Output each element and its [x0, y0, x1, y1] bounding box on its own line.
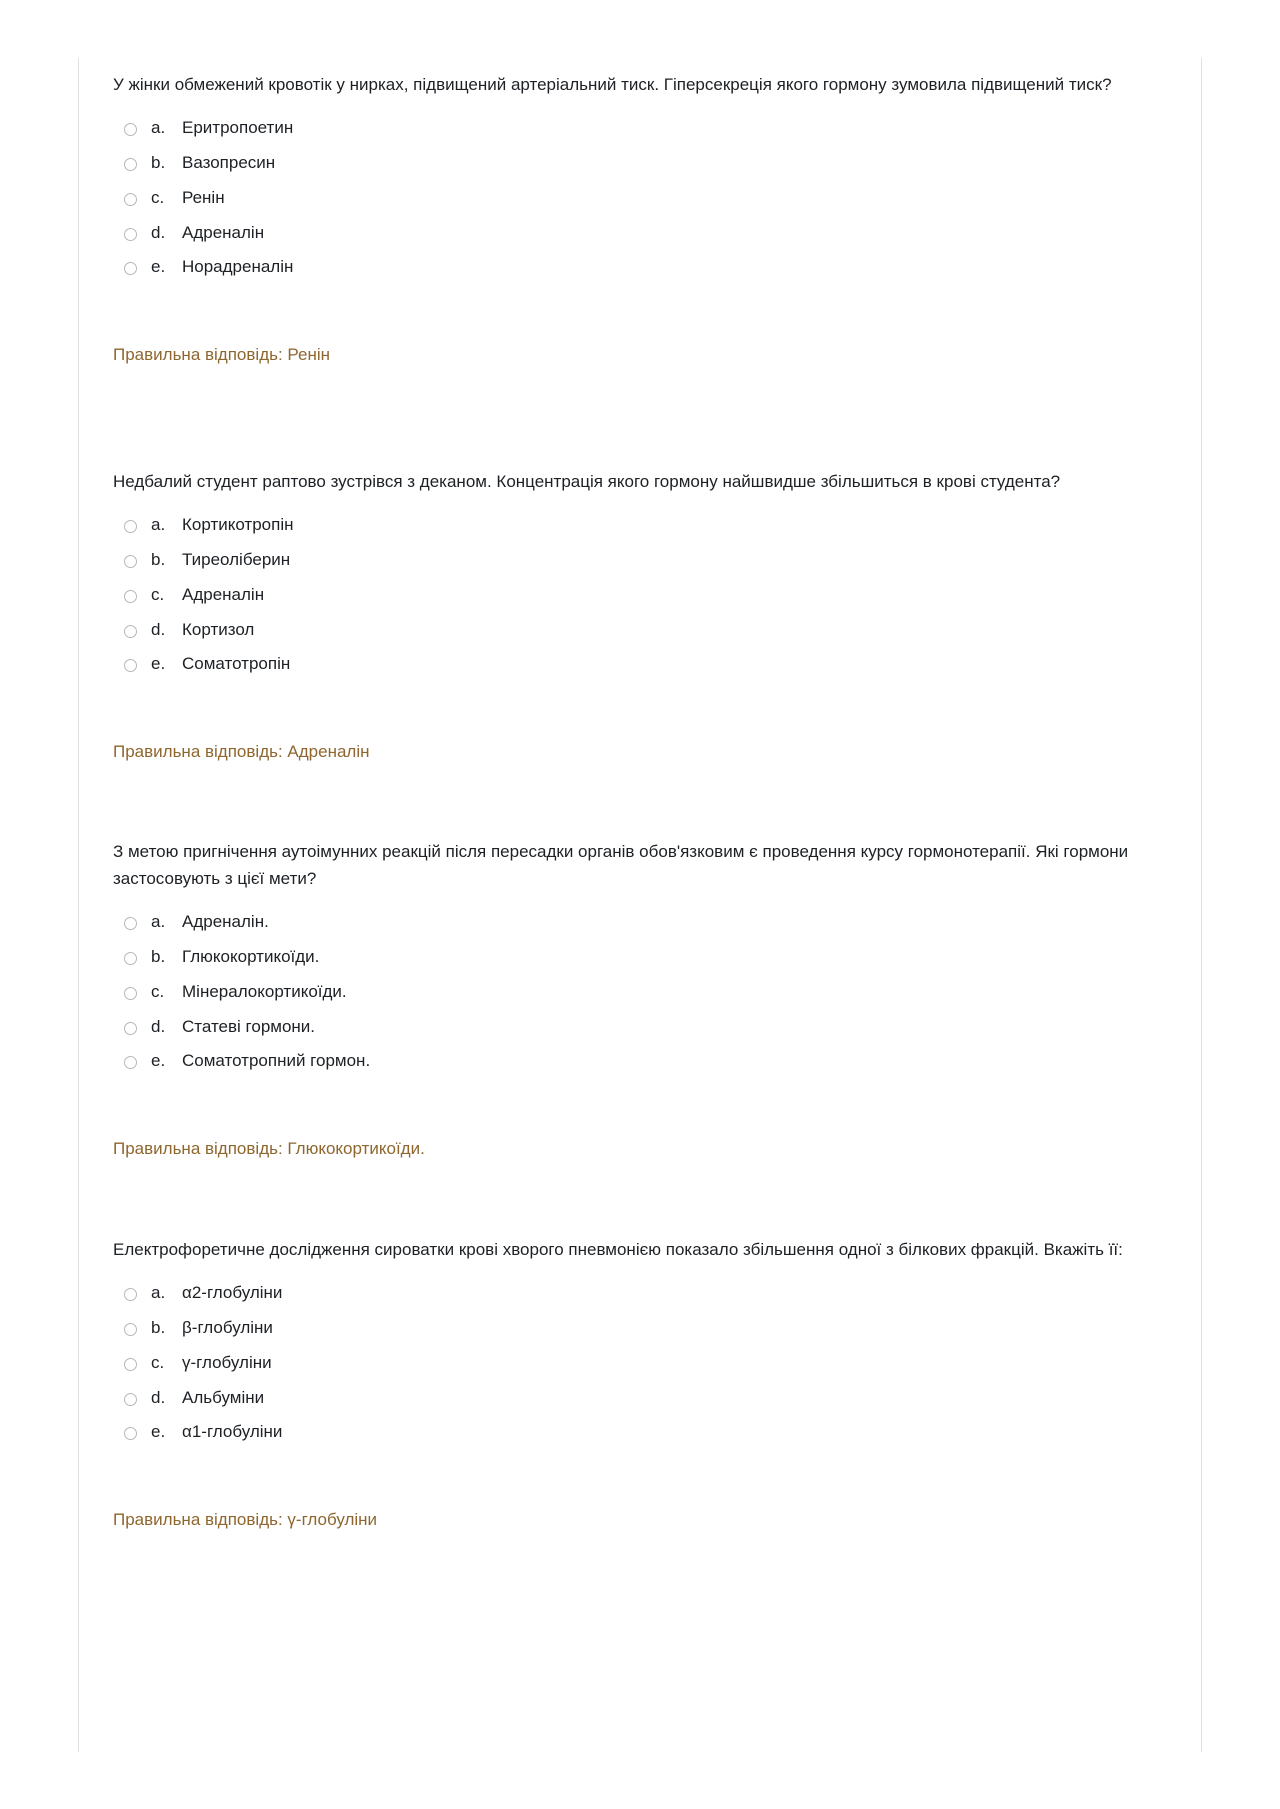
- radio-button[interactable]: [124, 1288, 137, 1301]
- answer-letter: d.: [151, 1387, 166, 1407]
- radio-button[interactable]: [124, 1358, 137, 1371]
- answer-option-b[interactable]: [113, 1311, 1173, 1346]
- radio-button[interactable]: [124, 262, 137, 275]
- answer-option-e[interactable]: [113, 250, 1173, 285]
- answer-letter: e.: [151, 1051, 166, 1071]
- correct-answer: Правильна відповідь: Ренін: [113, 344, 331, 364]
- answer-list: [113, 508, 1173, 682]
- answer-text: α2-глобуліни: [182, 1283, 283, 1303]
- answer-option-a[interactable]: [113, 905, 1173, 940]
- correct-answer: Правильна відповідь: γ-глобуліни: [113, 1509, 378, 1529]
- answer-text: Ренін: [182, 187, 225, 207]
- content-border-left: [78, 58, 79, 1752]
- question-2: [113, 468, 1173, 762]
- answer-option-b[interactable]: [113, 940, 1173, 975]
- answer-letter: c.: [151, 1352, 165, 1372]
- answer-letter: c.: [151, 981, 165, 1001]
- correct-answer: Правильна відповідь: Глюкокортикоїди.: [113, 1138, 425, 1158]
- radio-button[interactable]: [124, 917, 137, 930]
- answer-option-c[interactable]: [113, 1346, 1173, 1381]
- radio-button[interactable]: [124, 555, 137, 568]
- answer-letter: a.: [151, 118, 166, 138]
- answer-text: Тиреоліберин: [182, 550, 291, 570]
- answer-text: Адреналін: [182, 584, 265, 604]
- radio-button[interactable]: [124, 1323, 137, 1336]
- radio-button[interactable]: [124, 952, 137, 965]
- answer-option-e[interactable]: [113, 1044, 1173, 1079]
- answer-text: Норадреналін: [182, 257, 294, 277]
- radio-button[interactable]: [124, 193, 137, 206]
- radio-button[interactable]: [124, 228, 137, 241]
- answer-option-d[interactable]: [113, 1380, 1173, 1415]
- answer-text: Мінералокортикоїди.: [182, 981, 347, 1001]
- answer-text: Кортизол: [182, 619, 255, 639]
- answer-letter: e.: [151, 1422, 166, 1442]
- answer-option-d[interactable]: [113, 1009, 1173, 1044]
- answer-letter: b.: [151, 1318, 166, 1338]
- answer-option-a[interactable]: [113, 111, 1173, 146]
- radio-button[interactable]: [124, 1022, 137, 1035]
- answer-text: Альбуміни: [182, 1387, 265, 1407]
- answer-option-d[interactable]: [113, 612, 1173, 647]
- question-4: [113, 1236, 1173, 1530]
- answer-list: [113, 905, 1173, 1079]
- answer-text: α1-глобуліни: [182, 1422, 283, 1442]
- radio-button[interactable]: [124, 1427, 137, 1440]
- radio-button[interactable]: [124, 520, 137, 533]
- radio-button[interactable]: [124, 659, 137, 672]
- answer-text: Вазопресин: [182, 153, 276, 173]
- radio-button[interactable]: [124, 987, 137, 1000]
- question-1: [113, 71, 1173, 365]
- radio-button[interactable]: [124, 1056, 137, 1069]
- answer-option-d[interactable]: [113, 215, 1173, 250]
- question-text: Недбалий студент раптово зустрівся з деканом. Концентрація якого гормону найшвидше збільшиться в крові студента?: [113, 472, 1061, 491]
- answer-letter: c.: [151, 584, 165, 604]
- answer-option-e[interactable]: [113, 1415, 1173, 1450]
- answer-text: Еритропоетин: [182, 118, 294, 138]
- radio-button[interactable]: [124, 1393, 137, 1406]
- answer-letter: c.: [151, 187, 165, 207]
- answer-text: Глюкокортикоїди.: [182, 947, 320, 967]
- answer-text: Соматотропін: [182, 654, 291, 674]
- answer-list: [113, 1276, 1173, 1450]
- answer-text: γ-глобуліни: [182, 1352, 272, 1372]
- question-text: З метою пригнічення аутоімунних реакцій після пересадки органів обов'язковим є проведення курсу гормонотерапії. Які гормони застосовують з цієї мети?: [113, 842, 1129, 888]
- radio-button[interactable]: [124, 590, 137, 603]
- answer-letter: a.: [151, 1283, 166, 1303]
- answer-option-c[interactable]: [113, 975, 1173, 1010]
- content-border-right: [1201, 58, 1202, 1752]
- answer-letter: d.: [151, 1016, 166, 1036]
- answer-text: Соматотропний гормон.: [182, 1051, 371, 1071]
- answer-letter: b.: [151, 550, 166, 570]
- answer-letter: a.: [151, 912, 166, 932]
- radio-button[interactable]: [124, 625, 137, 638]
- answer-letter: a.: [151, 515, 166, 535]
- answer-text: Кортикотропін: [182, 515, 294, 535]
- question-3: [113, 838, 1173, 1159]
- answer-letter: d.: [151, 619, 166, 639]
- answer-option-b[interactable]: [113, 146, 1173, 181]
- radio-button[interactable]: [124, 158, 137, 171]
- answer-text: Адреналін.: [182, 912, 269, 932]
- answer-text: Адреналін: [182, 222, 265, 242]
- answer-option-a[interactable]: [113, 508, 1173, 543]
- answer-letter: b.: [151, 947, 166, 967]
- correct-answer: Правильна відповідь: Адреналін: [113, 741, 370, 761]
- answer-letter: e.: [151, 257, 166, 277]
- answer-option-b[interactable]: [113, 543, 1173, 578]
- answer-letter: d.: [151, 222, 166, 242]
- question-text: Електрофоретичне дослідження сироватки крові хворого пневмонією показало збільшення одної з білкових фракцій. Вкажіть її:: [113, 1240, 1123, 1259]
- answer-text: Статеві гормони.: [182, 1016, 316, 1036]
- answer-option-a[interactable]: [113, 1276, 1173, 1311]
- answer-option-c[interactable]: [113, 578, 1173, 613]
- answer-text: β-глобуліни: [182, 1318, 273, 1338]
- answer-letter: b.: [151, 153, 166, 173]
- answer-option-c[interactable]: [113, 181, 1173, 216]
- answer-option-e[interactable]: [113, 647, 1173, 682]
- answer-letter: e.: [151, 654, 166, 674]
- question-text: У жінки обмежений кровотік у нирках, підвищений артеріальний тиск. Гіперсекреція якого гормону зумовила підвищений тиск?: [113, 75, 1112, 94]
- answer-list: [113, 111, 1173, 285]
- radio-button[interactable]: [124, 123, 137, 136]
